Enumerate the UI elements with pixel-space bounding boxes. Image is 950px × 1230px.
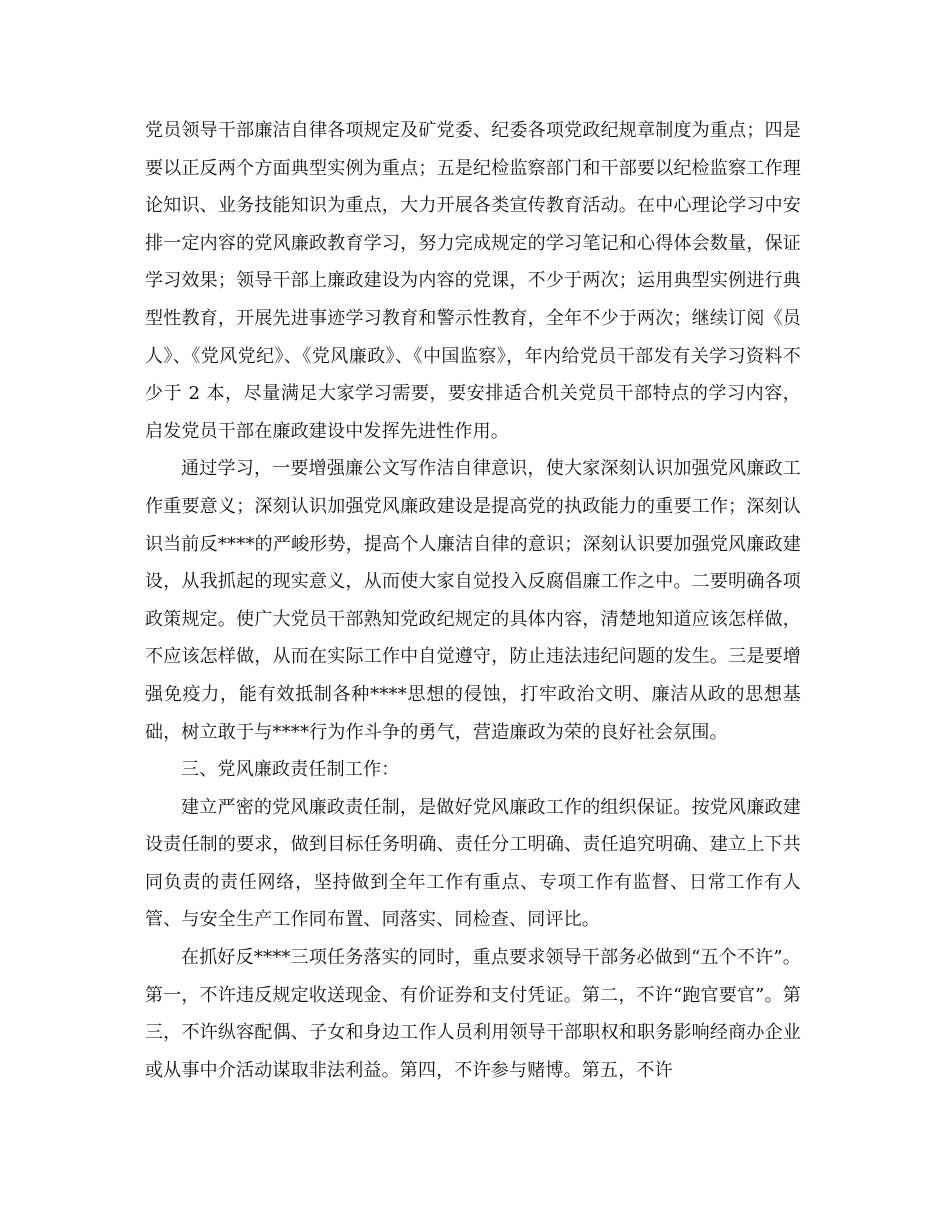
document-body bbox=[145, 112, 801, 1089]
paragraph-2: 通过学习，一要增强廉公文写作洁自律意识，使大家深刻认识加强党风廉政工作重要意义；深刻认识加强党风廉政建设是提高党的执政能力的重要工作；深刻认识当前反****的严峻形势，提高个人廉洁自律的意识；深刻认识要加强党风廉政建设，从我抓起的现实意义，从而使大家自觉投入反腐倡廉工作之中。二要明确各项政策规定。使广大党员干部熟知党政纪规定的具体内容，清楚地知道应该怎样做，不应该怎样做，从而在实际工作中自觉遵守，防止违法违纪问题的发生。三是要增强免疫力，能有效抵制各种****思想的侵蚀，打牢政治文明、廉洁从政的思想基础，树立敢于与****行为作斗争的勇气，营造廉政为荣的良好社会氛围。 bbox=[145, 458, 801, 743]
paragraph-1: 党员领导干部廉洁自律各项规定及矿党委、纪委各项党政纪规章制度为重点；四是要以正反两个方面典型实例为重点；五是纪检监察部门和干部要以纪检监察工作理论知识、业务技能知识为重点，大力开展各类宣传教育活动。在中心理论学习中安排一定内容的党风廉政教育学习，努力完成规定的学习笔记和心得体会数量，保证学习效果；领导干部上廉政建设为内容的党课，不少于两次；运用典型实例进行典型性教育，开展先进事迹学习教育和警示性教育，全年不少于两次；继续订阅《员人》、《党风党纪》、《党风廉政》、《中国监察》，年内给党员干部发有关学习资料不少于 2 本，尽量满足大家学习需要，要安排适合机关党员干部特点的学习内容，启发党员干部在廉政建设中发挥先进性作用。 bbox=[145, 120, 801, 442]
section-heading-3: 三、党风廉政责任制工作： bbox=[181, 759, 400, 781]
paragraph-4: 建立严密的党风廉政责任制，是做好党风廉政工作的组织保证。按党风廉政建设责任制的要求，做到目标任务明确、责任分工明确、责任追究明确、建立上下共同负责的责任网络，坚持做到全年工作有重点、专项工作有监督、日常工作有人管、与安全生产工作同布置、同落实、同检查、同评比。 bbox=[145, 796, 801, 931]
paragraph-5: 在抓好反****三项任务落实的同时，重点要求领导干部务必做到“五个不许”。第一，不许违反规定收送现金、有价证券和支付凭证。第二，不许“跑官要官”。第三，不许纵容配偶、子女和身边工作人员利用领导干部职权和职务影响经商办企业或从事中介活动谋取非法利益。第四，不许参与赌博。第五，不许 bbox=[145, 947, 801, 1081]
